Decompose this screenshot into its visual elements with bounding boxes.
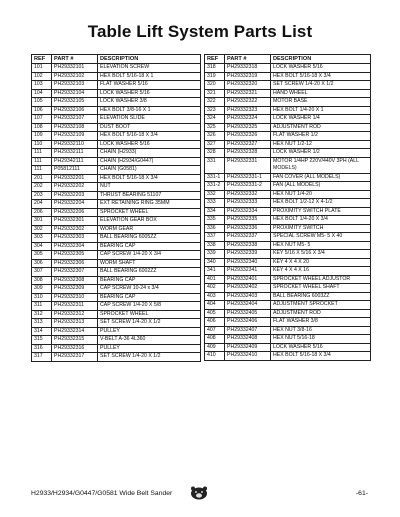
part-number-cell: PH29332311 [52,302,98,311]
part-number-cell: PH29332335 [225,216,271,225]
ref-cell: 304 [32,242,52,251]
part-number-cell: PH29332324 [225,115,271,124]
ref-cell: 406 [205,318,225,327]
table-header-row [205,55,371,64]
table-row [32,234,201,243]
description-cell: THRUST BEARING 51107 [98,191,201,200]
description-cell: BEARING CAP [98,276,201,285]
ref-cell: 339 [205,250,225,259]
ref-cell: 334 [205,207,225,216]
part-number-cell: PH29332202 [52,183,98,192]
table-row [205,352,371,361]
part-number-cell: PH29332339 [225,250,271,259]
table-row [205,106,371,115]
table-row [32,64,201,73]
description-cell: LOCK WASHER 5/16 [98,89,201,98]
part-number-cell: PH29332318 [225,64,271,73]
ref-cell: 408 [205,335,225,344]
part-number-cell: PH29332323 [225,106,271,115]
part-number-cell: PH29332326 [225,132,271,141]
ref-cell: 312 [32,310,52,319]
part-number-cell: PH29332336 [225,224,271,233]
description-cell: HEX BOLT 5/16-18 X 3/4 [271,72,371,81]
part-number-cell: PH29332307 [52,268,98,277]
description-cell: ELEVATION GEAR BOX [98,217,201,226]
ref-cell: 107 [32,115,52,124]
description-cell: LOCK WASHER 5/16 [98,140,201,149]
part-number-cell: PH29332340 [225,258,271,267]
ref-cell: 202 [32,183,52,192]
part-number-cell: PH29332337 [225,233,271,242]
table-row [205,81,371,90]
table-row [205,207,371,216]
ref-cell: 338 [205,241,225,250]
part-number-cell: PH29332331 [225,157,271,173]
table-row [32,302,201,311]
table-row [205,326,371,335]
table-row [32,276,201,285]
part-number-cell: PH29332204 [52,200,98,209]
table-row [205,292,371,301]
table-header-row [32,55,201,64]
description-cell: CAP SCREW 1/4-20 X 3/4 [98,251,201,260]
grizzly-bear-logo-icon [190,486,208,500]
part-number-cell: PH29332305 [52,251,98,260]
ref-cell: 104 [32,89,52,98]
ref-cell: 201 [32,174,52,183]
ref-cell: 340 [205,258,225,267]
ref-cell: 321 [205,89,225,98]
description-cell: NUT [98,183,201,192]
ref-cell: 111 [32,149,52,158]
ref-cell: 331 [205,157,225,173]
description-cell: BALL BEARING 6002ZZ [98,268,201,277]
description-cell: CHAIN (H2934/G0447) [98,157,201,166]
part-number-cell: PH29332206 [52,208,98,217]
part-number-cell: PH29332301 [52,217,98,226]
part-number-cell: PH29332201 [52,174,98,183]
description-cell: CAP SCREW 10-24 x 3/4 [98,285,201,294]
ref-cell: 320 [205,81,225,90]
description-cell: HEX BOLT 5/16-18 X 3/4 [271,352,371,361]
table-row [205,190,371,199]
column-header-ref: REF [32,55,52,64]
description-cell: HEX BOLT 3/8-16 X 1 [98,106,201,115]
description-cell: FAN (ALL MODELS) [271,182,371,191]
part-number-cell: PH29332316 [52,344,98,353]
description-cell: HEX BOLT 1/2-12 X 4-1/2 [271,199,371,208]
description-cell: HAND WHEEL [271,89,371,98]
part-number-cell: PH29332331-1 [225,173,271,182]
description-cell: HEX BOLT 5/16-18 X 3/4 [98,174,201,183]
table-row [205,64,371,73]
description-cell: SPECIAL SCREW M5- 5 X 40 [271,233,371,242]
table-row [32,344,201,353]
column-header-description: DESCRIPTION [98,55,201,64]
table-row [205,267,371,276]
description-cell: SPROCKET WHEEL ADJUSTOR [271,275,371,284]
description-cell: ADJUSTMENT ROD [271,123,371,132]
ref-cell: 317 [32,353,52,362]
ref-cell: 316 [32,344,52,353]
table-row [32,200,201,209]
ref-cell: 404 [205,301,225,310]
description-cell: DUST BOOT [98,123,201,132]
description-cell: FLAT WASHER 3/8 [271,318,371,327]
ref-cell: 206 [32,208,52,217]
description-cell: HEX BOLT 5/16-18 X 1 [98,72,201,81]
table-row [32,72,201,81]
table-row [205,199,371,208]
table-row [205,233,371,242]
ref-cell: 308 [32,276,52,285]
table-row [205,72,371,81]
description-cell: LOCK WASHER 3/8 [98,98,201,107]
table-row [205,132,371,141]
table-row [32,81,201,90]
description-cell: V-BELT A-36 4L360 [98,336,201,345]
part-number-cell: PH29332106 [52,106,98,115]
column-header-description: DESCRIPTION [271,55,371,64]
parts-table-left [31,54,201,362]
part-number-cell: PH29332320 [225,81,271,90]
part-number-cell: PH29332108 [52,123,98,132]
table-row [32,89,201,98]
table-row [32,217,201,226]
ref-cell: 341 [205,267,225,276]
ref-cell: 333 [205,199,225,208]
table-row [32,242,201,251]
table-row [32,336,201,345]
table-row [205,343,371,352]
table-row [32,166,201,175]
table-row [205,241,371,250]
ref-cell: 337 [205,233,225,242]
ref-cell: 111 [32,166,52,175]
part-number-cell: PH29332328 [225,149,271,158]
ref-cell: 109 [32,132,52,141]
ref-cell: 410 [205,352,225,361]
table-row [32,293,201,302]
ref-cell: 318 [205,64,225,73]
description-cell: SPROCKET WHEEL SHAFT [271,284,371,293]
description-cell: KEY 4 X 4 X 16 [271,267,371,276]
ref-cell: 309 [32,285,52,294]
part-number-cell: PH29332104 [52,89,98,98]
part-number-cell: PH29332110 [52,140,98,149]
ref-cell: 111 [32,157,52,166]
page-number: -61- [355,490,368,497]
table-row [32,319,201,328]
description-cell: HEX BOLT 1/4-20 X 1 [271,106,371,115]
part-number-cell: PH29332331-2 [225,182,271,191]
table-row [205,224,371,233]
part-number-cell: PH29342111 [52,157,98,166]
table-row [32,208,201,217]
table-row [205,275,371,284]
ref-cell: 336 [205,224,225,233]
part-number-cell: PH29332321 [225,89,271,98]
ref-cell: 326 [205,132,225,141]
part-number-cell: PH29332322 [225,98,271,107]
ref-cell: 328 [205,149,225,158]
table-row [205,284,371,293]
ref-cell: 403 [205,292,225,301]
part-number-cell: PH29332405 [225,309,271,318]
ref-cell: 105 [32,98,52,107]
ref-cell: 101 [32,64,52,73]
ref-cell: 332 [205,190,225,199]
ref-cell: 106 [32,106,52,115]
description-cell: HEX BOLT 5/16-18 X 3/4 [98,132,201,141]
ref-cell: 307 [32,268,52,277]
description-cell: PULLEY [98,327,201,336]
table-row [205,173,371,182]
table-row [32,123,201,132]
description-cell: HEX BOLT 1/4-20 X 3/4 [271,216,371,225]
table-row [32,353,201,362]
table-row [32,174,201,183]
description-cell: SPROCKET WHEEL [98,310,201,319]
part-number-cell: PH29332314 [52,327,98,336]
table-row [32,157,201,166]
ref-cell: 407 [205,326,225,335]
part-number-cell: PH29332319 [225,72,271,81]
description-cell: ADJUSTMENT SPROCKET [271,301,371,310]
part-number-cell: PH29332308 [52,276,98,285]
part-number-cell: PH29332338 [225,241,271,250]
column-header-part: PART # [225,55,271,64]
ref-cell: 405 [205,309,225,318]
part-number-cell: PH29332111 [52,149,98,158]
ref-cell: 323 [205,106,225,115]
part-number-cell: PH29332313 [52,319,98,328]
part-number-cell: PH29332325 [225,123,271,132]
description-cell: HEX NUT M5- 5 [271,241,371,250]
table-row [32,268,201,277]
description-cell: ELEVATION SLIDE [98,115,201,124]
description-cell: FAN COVER (ALL MODELS) [271,173,371,182]
description-cell: HEX NUT 1/4-20 [271,190,371,199]
part-number-cell: PH29332327 [225,140,271,149]
description-cell: KEY 4 X 4 X 20 [271,258,371,267]
ref-cell: 331-1 [205,173,225,182]
description-cell: LOCK WASHER 5/16 [271,343,371,352]
description-cell: EXT RETAINING RING 35MM [98,200,201,209]
table-row [32,98,201,107]
description-cell: HEX NUT 1/2-12 [271,140,371,149]
part-number-cell: PH29332310 [52,293,98,302]
table-row [32,106,201,115]
part-number-cell: PH29332407 [225,326,271,335]
table-row [205,115,371,124]
footer-model-text: H2933/H2934/G0447/G0581 Wide Belt Sander [31,490,173,497]
table-row [32,132,201,141]
part-number-cell: PH29332101 [52,64,98,73]
description-cell: MOTOR 1/4HP 220V/440V 3PH (ALL MODELS) [271,157,371,173]
ref-cell: 102 [32,72,52,81]
table-row [32,149,201,158]
ref-cell: 310 [32,293,52,302]
ref-cell: 324 [205,115,225,124]
part-number-cell: PH29332306 [52,259,98,268]
table-row [205,309,371,318]
part-number-cell: PH29332203 [52,191,98,200]
table-row [32,183,201,192]
part-number-cell: PH29332334 [225,207,271,216]
description-cell: FLAT WASHER 1/2 [271,132,371,141]
parts-table-right [204,54,371,361]
part-number-cell: PH29332403 [225,292,271,301]
ref-cell: 305 [32,251,52,260]
ref-cell: 103 [32,81,52,90]
table-row [205,250,371,259]
description-cell: BEARING CAP [98,293,201,302]
description-cell: HEX NUT 5/16-18 [271,335,371,344]
description-cell: CAP SCREW 1/4-20 X 5/8 [98,302,201,311]
part-number-cell: PH29332105 [52,98,98,107]
table-row [205,157,371,173]
description-cell: BALL BEARING 6005ZZ [98,234,201,243]
part-number-cell: PH29332404 [225,301,271,310]
description-cell: BALL BEARING 6003ZZ [271,292,371,301]
description-cell: BEARING CAP [98,242,201,251]
ref-cell: 319 [205,72,225,81]
ref-cell: 322 [205,98,225,107]
part-number-cell: PH29332312 [52,310,98,319]
part-number-cell: PH29332409 [225,343,271,352]
ref-cell: 203 [32,191,52,200]
description-cell: LOCK WASHER 1/2 [271,149,371,158]
part-number-cell: PH29332303 [52,234,98,243]
part-number-cell: PH29332410 [225,352,271,361]
column-header-part: PART # [52,55,98,64]
table-row [32,191,201,200]
ref-cell: 301 [32,217,52,226]
description-cell: PROXIMITY SWITCH PLATE [271,207,371,216]
description-cell: SPROCKET WHEEL [98,208,201,217]
description-cell: ADJUSTMENT ROD [271,309,371,318]
description-cell: ELEVATION SCREW [98,64,201,73]
ref-cell: 204 [32,200,52,209]
ref-cell: 313 [32,319,52,328]
table-row [205,89,371,98]
ref-cell: 327 [205,140,225,149]
part-number-cell: PH29332107 [52,115,98,124]
table-row [205,140,371,149]
table-row [205,182,371,191]
part-number-cell: PH29332317 [52,353,98,362]
part-number-cell: PH29332408 [225,335,271,344]
table-row [32,225,201,234]
ref-cell: 402 [205,284,225,293]
ref-cell: 110 [32,140,52,149]
table-row [205,335,371,344]
ref-cell: 335 [205,216,225,225]
part-number-cell: PH29332309 [52,285,98,294]
part-number-cell: PH29332402 [225,284,271,293]
description-cell: SET SCREW 1/4-20 X 1/2 [98,353,201,362]
ref-cell: 302 [32,225,52,234]
ref-cell: 409 [205,343,225,352]
table-row [205,123,371,132]
ref-cell: 108 [32,123,52,132]
description-cell: WORM GEAR [98,225,201,234]
description-cell: FLAT WASHER 5/16 [98,81,201,90]
ref-cell: 315 [32,336,52,345]
ref-cell: 303 [32,234,52,243]
description-cell: HEX NUT 3/8-16 [271,326,371,335]
table-row [32,251,201,260]
ref-cell: 314 [32,327,52,336]
description-cell: PROXIMITY SWITCH [271,224,371,233]
description-cell: KEY 5/16 X 5/16 X 3/4 [271,250,371,259]
table-row [205,318,371,327]
table-row [205,98,371,107]
table-row [32,259,201,268]
part-number-cell: PH29332406 [225,318,271,327]
part-number-cell: PH29332302 [52,225,98,234]
part-number-cell: PH29332315 [52,336,98,345]
page-title: Table Lift System Parts List [87,22,313,41]
ref-cell: 325 [205,123,225,132]
part-number-cell: P05812111 [52,166,98,175]
description-cell: CHAIN (H2933) [98,149,201,158]
part-number-cell: PH29332103 [52,81,98,90]
part-number-cell: PH29332333 [225,199,271,208]
table-row [205,301,371,310]
description-cell: PULLEY [98,344,201,353]
table-row [32,310,201,319]
description-cell: LOCK WASHER 5/16 [271,64,371,73]
table-row [32,140,201,149]
part-number-cell: PH29332341 [225,267,271,276]
ref-cell: 401 [205,275,225,284]
table-row [32,285,201,294]
table-row [32,115,201,124]
part-number-cell: PH29332102 [52,72,98,81]
part-number-cell: PH29332401 [225,275,271,284]
ref-cell: 306 [32,259,52,268]
table-row [205,216,371,225]
table-row [205,149,371,158]
ref-cell: 331-2 [205,182,225,191]
part-number-cell: PH29332304 [52,242,98,251]
table-row [32,327,201,336]
description-cell: SET SCREW 1/4-20 X 1/2 [98,319,201,328]
description-cell: SET SCREW 1/4-20 X 1/2 [271,81,371,90]
part-number-cell: PH29332332 [225,190,271,199]
column-header-ref: REF [205,55,225,64]
description-cell: WORM SHAFT [98,259,201,268]
ref-cell: 311 [32,302,52,311]
table-row [205,258,371,267]
part-number-cell: PH29332109 [52,132,98,141]
description-cell: LOCK WASHER 1/4 [271,115,371,124]
description-cell: MOTOR BASE [271,98,371,107]
description-cell: CHAIN (G0581) [98,166,201,175]
